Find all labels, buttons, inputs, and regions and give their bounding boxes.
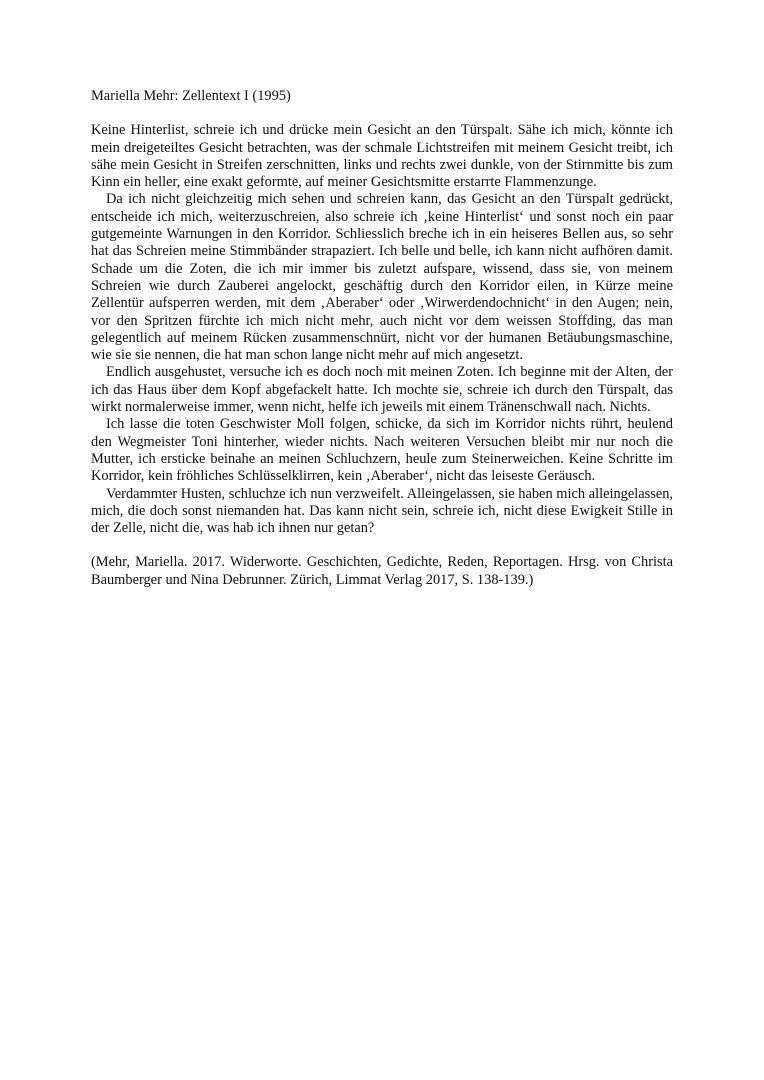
paragraph-3: Endlich ausgehustet, versuche ich es doch noch mit meinen Zoten. Ich beginne mit der Alten, der ich das Haus über dem Kopf abgefackelt hatte. Ich mochte sie, schreie ich durch den Türspalt, das wirkt normalerweise immer, wenn nicht, helfe ich jeweils mit einem Tränenschwall nach. Nichts. xyxy=(91,364,673,416)
source-citation: (Mehr, Mariella. 2017. Widerworte. Geschichten, Gedichte, Reden, Reportagen. Hrsg. von Christa Baumberger und Nina Debrunner. Zürich, Limmat Verlag 2017, S. 138-139.) xyxy=(91,554,673,588)
paragraph-2: Da ich nicht gleichzeitig mich sehen und schreien kann, das Gesicht an den Türspalt gedrückt, entscheide ich mich, weiterzuschreien, also schreie ich ‚keine Hinterlist‘ und sonst noch ein paar gutgemeinte Warnungen in den Korridor. Schliesslich breche ich in ein heiseres Bellen aus, so sehr hat das Schreien meine Stimmbänder strapaziert. Ich belle und belle, ich kann nicht aufhören damit. Schade um die Zoten, die ich mir immer bis zuletzt aufspare, wissend, dass sie, von meinem Schreien wie durch Zauberei angelockt, geschäftig durch den Korridor eilen, in Kürze meine Zellentür aufsperren werden, mit dem ‚Aberaber‘ oder ‚Wirwerdendochnicht‘ in den Augen; nein, vor den Spritzen fürchte ich mich nicht mehr, auch nicht vor dem weissen Stoffding, das man gelegentlich auf meinem Rücken zusammenschnürt, nicht vor der humanen Betäubungsmaschine, wie sie sie nennen, die hat man schon lange nicht mehr auf mich angesetzt. xyxy=(91,191,673,364)
paragraph-5: Verdammter Husten, schluchze ich nun verzweifelt. Alleingelassen, sie haben mich alleingelassen, mich, die doch sonst niemanden hat. Das kann nicht sein, schreie ich, nicht diese Ewigkeit Stille in der Zelle, nicht die, was hab ich ihnen nur getan? xyxy=(91,485,673,537)
paragraph-4: Ich lasse die toten Geschwister Moll folgen, schicke, da sich im Korridor nichts rührt, heulend den Wegmeister Toni hinterher, wieder nichts. Nach weiteren Versuchen bleibt mir nur noch die Mutter, ich ersticke beinahe an meinen Schluchzern, heule zum Steinerweichen. Keine Schritte im Korridor, kein fröhliches Schlüsselklirren, kein ‚Aberaber‘, nicht das leiseste Geräusch. xyxy=(91,416,673,485)
paragraph-1: Keine Hinterlist, schreie ich und drücke mein Gesicht an den Türspalt. Sähe ich mich, könnte ich mein dreigeteiltes Gesicht betrachten, was der schmale Lichtstreifen mit meinem Gesicht treibt, ich sähe mein Gesicht in Streifen zerschnitten, links und rechts zwei dunkle, von der Stirnmitte bis zum Kinn ein heller, eine exakt geformte, auf meiner Gesichtsmitte erstarrte Flammenzunge. xyxy=(91,122,673,191)
document-body xyxy=(91,88,673,589)
document-title: Mariella Mehr: Zellentext I (1995) xyxy=(91,88,291,104)
